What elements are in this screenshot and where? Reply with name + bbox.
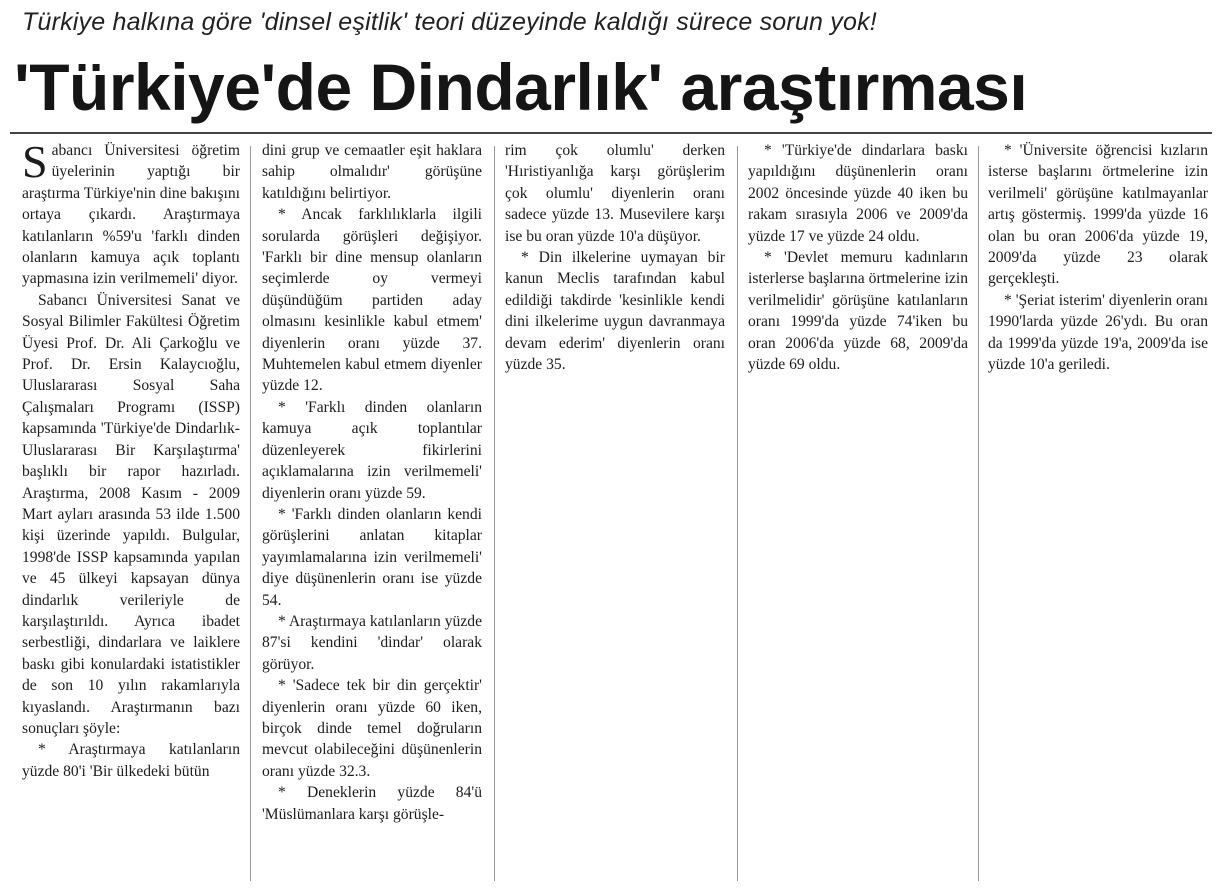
column-2-paragraph-5: * Araştırmaya katılanların yüzde 87'si kendini 'dindar' olarak görüyor. [262, 612, 482, 673]
article-column-3 [505, 140, 725, 891]
column-1-paragraph-3: * Araştırmaya katılanların yüzde 80'i 'Bir ülkedeki bütün [22, 741, 240, 780]
article-headline: 'Türkiye'de Dindarlık' araştırması [14, 50, 1028, 124]
column-4-paragraph-1: * 'Türkiye'de dindarlara baskı yapıldığını düşünenlerin oranı 2002 öncesinde yüzde 40 iken bu rakam sırasıyla 2006 ve 2009'da yüzde 17 ve yüzde 24 oldu. [748, 142, 968, 245]
article-column-2 [262, 140, 482, 891]
column-2-paragraph-6: * 'Sadece tek bir din gerçektir' diyenlerin oranı yüzde 60 iken, birçok dinde temel doğruların mevcut olabileceğini düşünenlerin oranı yüzde 32.3. [262, 677, 482, 780]
column-2-paragraph-3: * 'Farklı dinden olanların kamuya açık toplantılar düzenleyerek fikirlerini açıklamalarına izin verilmemeli' diyenlerin oranı yüzde 59. [262, 398, 482, 502]
article-column-4 [748, 140, 968, 891]
column-1-paragraph-1-text: abancı Üniversitesi öğretim üyelerinin yaptığı bir araştırma Türkiye'nin dine bakışını ortaya çıkardı. Araştırmaya katılanların %59'u 'farklı dinden olanların kamuya açık toplantı yapmasına izin verilmemeli' diyor. [22, 142, 240, 288]
column-separator [978, 146, 979, 881]
article-column-5 [988, 140, 1208, 891]
column-separator [494, 146, 495, 881]
column-3-paragraph-1: rim çok olumlu' derken 'Hıristiyanlığa karşı görüşlerim çok olumlu' diyenlerin oranı sadece yüzde 13. Musevilere karşı ise bu oran yüzde 10'a düşüyor. [505, 142, 725, 245]
article-column-1 [22, 140, 240, 891]
column-separator [737, 146, 738, 881]
drop-cap: S [22, 140, 48, 187]
column-2-paragraph-1: dini grup ve cemaatler eşit haklara sahip olmalıdır' görüşüne katıldığını belirtiyor. [262, 142, 482, 202]
column-5-paragraph-1: * 'Üniversite öğrencisi kızların isterse başlarını örtmelerine izin verilmeli' görüşüne katılmayanlar artış göstermiş. 1999'da yüzde 16 olan bu oran 2006'da yüzde 19, 2009'da yüzde 23 olarak gerçekleşti. [988, 142, 1208, 288]
column-separator [250, 146, 251, 881]
column-2-paragraph-2: * Ancak farklılıklarla ilgili sorularda görüşleri değişiyor. 'Farklı bir dine mensup olanların seçimlerde oy vermeyi düşündüğüm partiden aday olmasını kesinlikle kabul etmem' diyenlerin oranı yüzde 37. Muhtemelen kabul etmem diyenler yüzde 12. [262, 206, 482, 395]
headline-divider [10, 132, 1212, 134]
column-1-paragraph-1 [22, 140, 240, 290]
column-2-paragraph-4: * 'Farklı dinden olanların kendi görüşlerini anlatan kitaplar yayımlamalarına izin verilmemeli' diye düşünenlerin oranı ise yüzde 54. [262, 505, 482, 609]
column-1-paragraph-2: Sabancı Üniversitesi Sanat ve Sosyal Bilimler Fakültesi Öğretim Üyesi Prof. Dr. Ali Çarkoğlu ve Prof. Dr. Ersin Kalaycıoğlu, Uluslararası Sosyal Saha Çalışmaları Programı (ISSP) kapsamında 'Türkiye'de Dindarlık-Uluslararası Bir Karşılaştırma' başlıklı bir rapor hazırladı. Araştırma, 2008 Kasım - 2009 Mart ayları arasında 53 ilde 1.500 kişi üzerinde yapıldı. Bulgular, 1998'de ISSP kapsamında yapılan ve 45 ülkeyi kapsayan dünya dindarlık verileriyle de karşılaştırıldı. Ayrıca ibadet serbestliği, dindarlara ve laiklere baskı gibi konulardaki istatistikler de son 10 yılın rakamlarıyla kıyaslandı. Araştırmanın bazı sonuçları şöyle: [22, 291, 240, 737]
column-4-paragraph-2: * 'Devlet memuru kadınların isterlerse başlarına örtmelerine izin verilmelidir' görüşüne katılanların oranı 1999'da yüzde 74'iken bu oran 2006'da yüzde 68, 2009'da yüzde 69 oldu. [748, 249, 968, 374]
column-5-paragraph-2: * 'Şeriat isterim' diyenlerin oranı 1990'larda yüzde 26'ydı. Bu oran da 1999'da yüzde 19'a, 2009'da ise yüzde 10'a geriledi. [988, 291, 1208, 374]
article-kicker: Türkiye halkına göre 'dinsel eşitlik' teori düzeyinde kaldığı sürece sorun yok! [22, 8, 877, 36]
column-2-paragraph-7: * Deneklerin yüzde 84'ü 'Müslümanlara karşı görüşle- [262, 784, 482, 823]
column-3-paragraph-2: * Din ilkelerine uymayan bir kanun Meclis tarafından kabul edildiği takdirde 'kesinlikle kendi dini ilkelerime uygun davranmaya devam ederim' diyenlerin oranı yüzde 35. [505, 249, 725, 374]
